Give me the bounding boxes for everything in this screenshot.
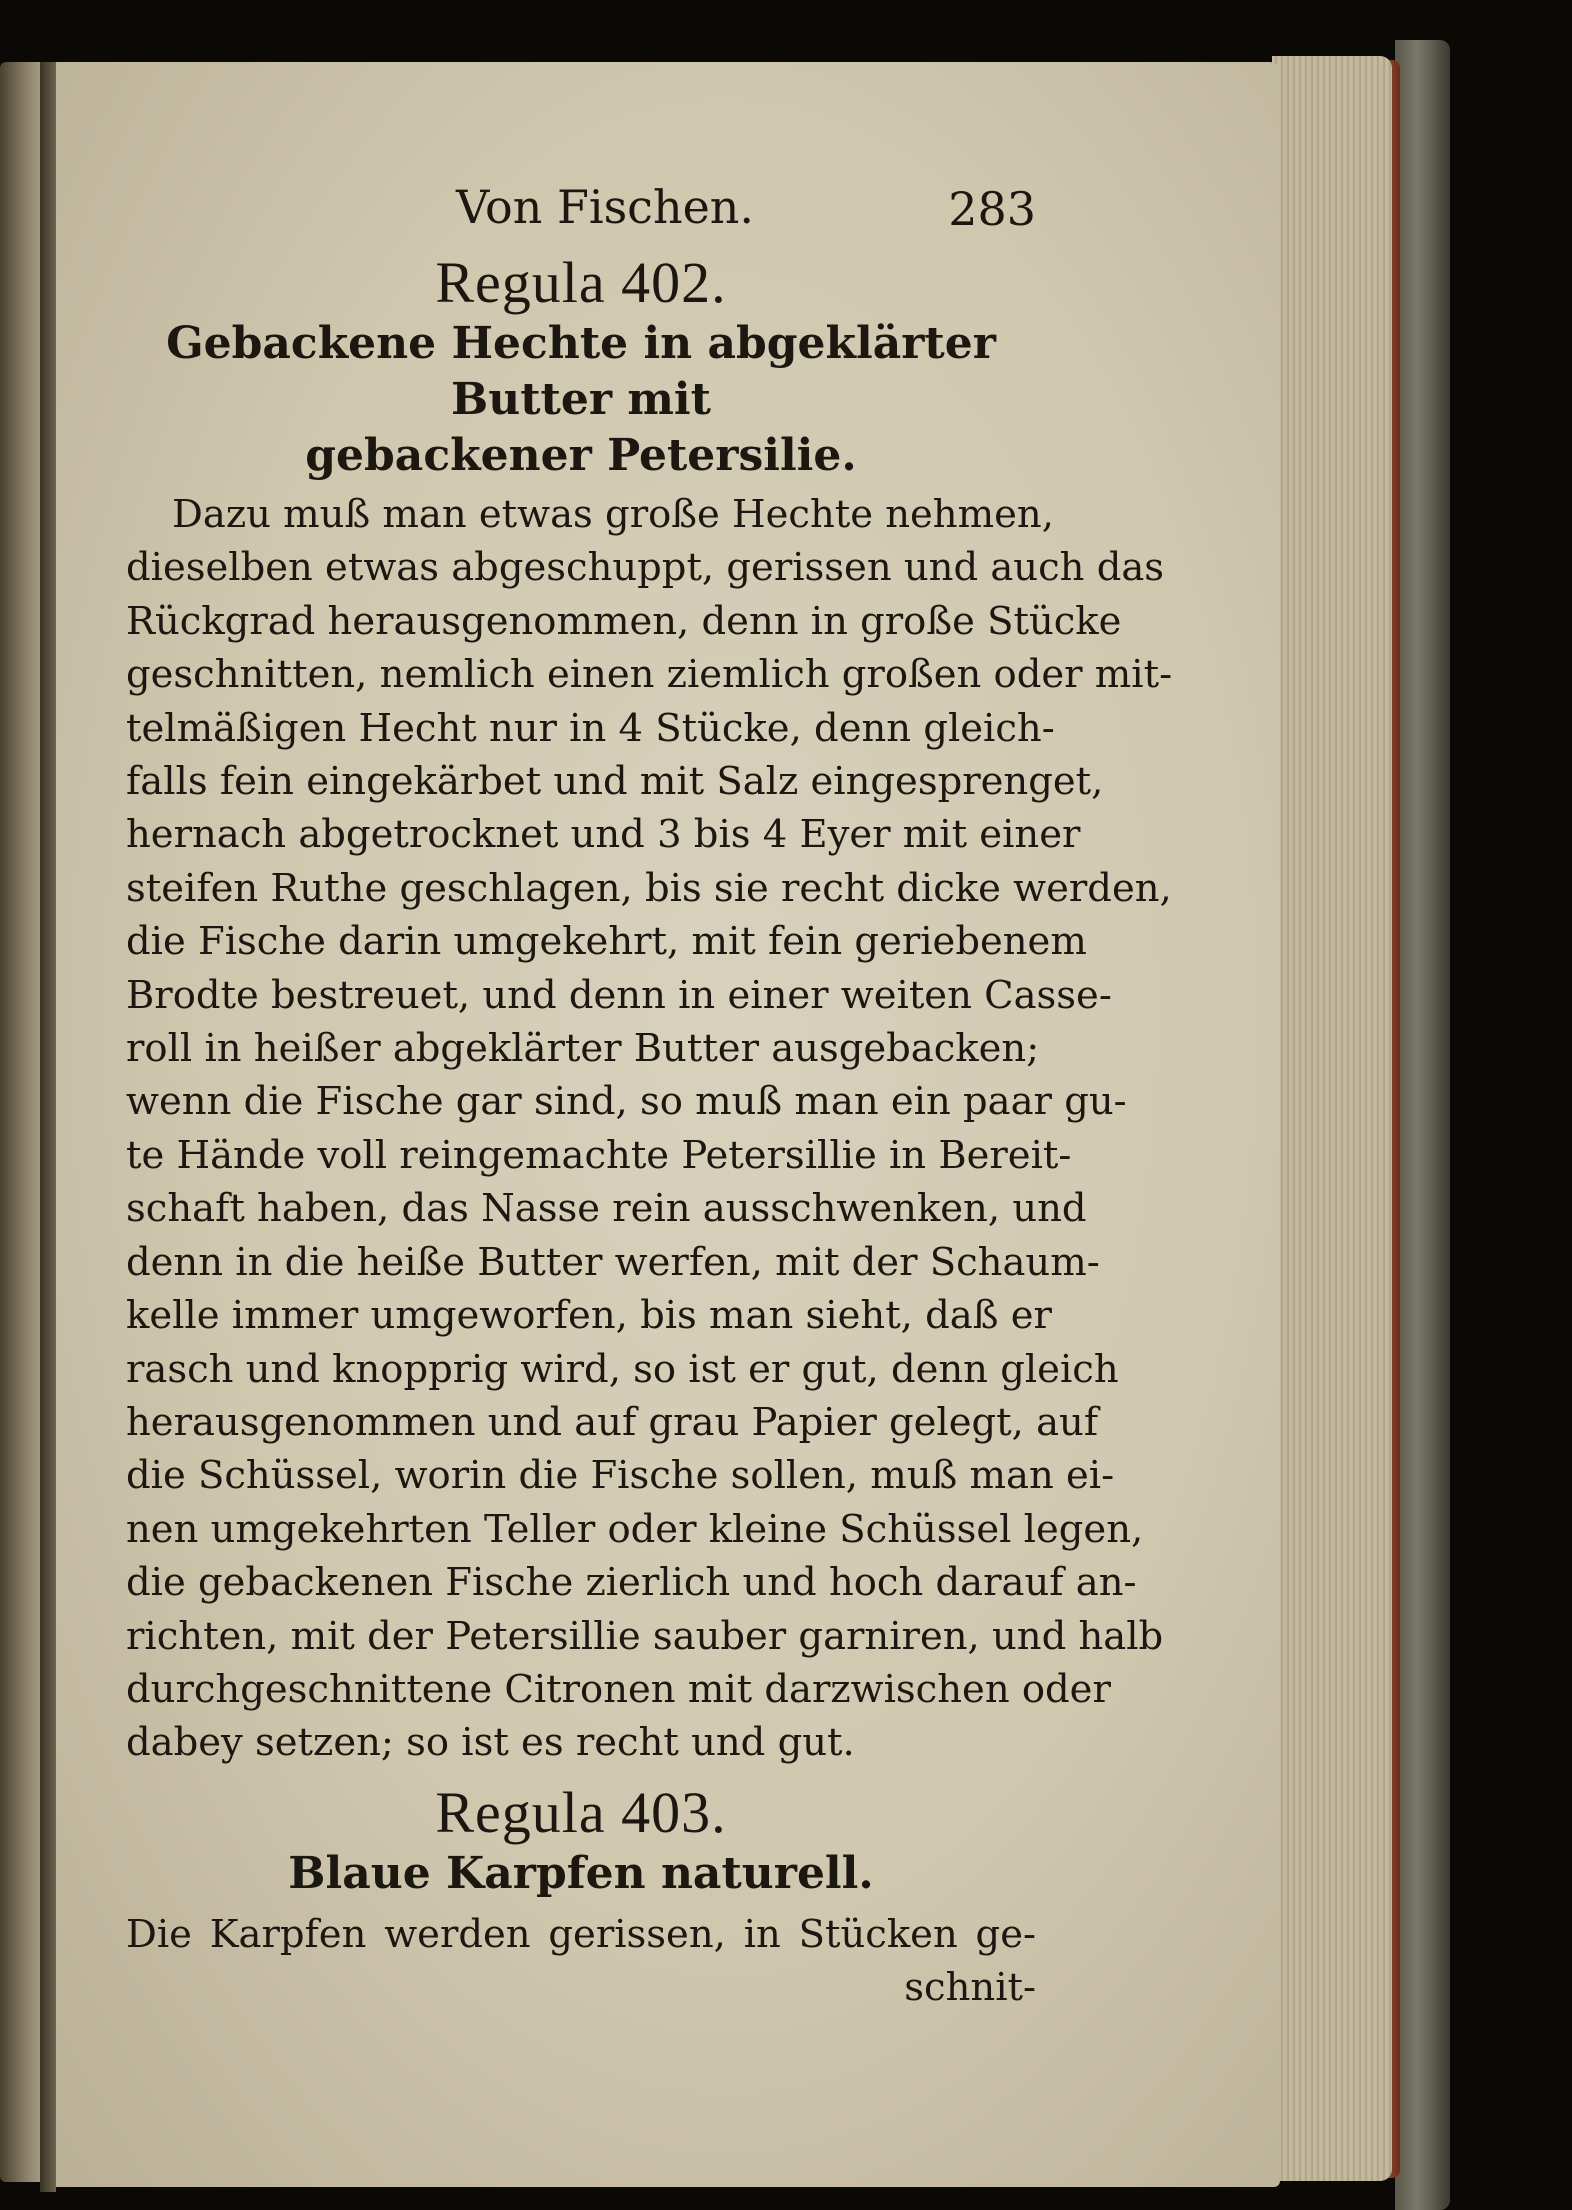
- recipe-heading-line: Blaue Karpfen naturell.: [288, 1847, 874, 1899]
- running-title: Von Fischen.: [456, 180, 755, 234]
- rule-number-402: Regula 402.: [435, 250, 727, 315]
- text-line: schaft haben, das Nasse rein ausschwenken, und: [126, 1186, 1087, 1232]
- text-line: Die Karpfen werden gerissen, in Stücken ge-: [126, 1911, 1036, 1957]
- text-line: die Schüssel, worin die Fische sollen, muß man ei-: [126, 1453, 1115, 1499]
- text-line: steifen Ruthe geschlagen, bis sie recht dicke werden,: [126, 865, 1172, 911]
- text-line: te Hände voll reingemachte Petersillie in Bereit-: [126, 1132, 1072, 1178]
- running-header: [126, 180, 1036, 250]
- recipe-402-body: [126, 488, 1173, 1770]
- text-line: falls fein eingekärbet und mit Salz eingesprenget,: [126, 759, 1104, 805]
- text-line: roll in heißer abgeklärter Butter ausgebacken;: [126, 1026, 1040, 1072]
- rule-number-403: Regula 403.: [435, 1779, 727, 1845]
- text-line: dabey setzen; so ist es recht und gut.: [126, 1720, 855, 1766]
- text-line: richten, mit der Petersillie sauber garniren, und halb: [126, 1613, 1164, 1659]
- text-line: denn in die heiße Butter werfen, mit der Schaum-: [126, 1239, 1100, 1285]
- text-line: Rückgrad herausgenommen, denn in große Stücke: [126, 598, 1122, 644]
- recipe-heading-line: Gebackene Hechte in abgeklärter Butter mit: [166, 318, 996, 425]
- text-line: herausgenommen und auf grau Papier gelegt, auf: [126, 1399, 1099, 1445]
- text-line: geschnitten, nemlich einen ziemlich großen oder mit-: [126, 652, 1173, 698]
- catchword: schnit-: [904, 1965, 1036, 2011]
- text-line: wenn die Fische gar sind, so muß man ein paar gu-: [126, 1079, 1127, 1125]
- text-line: Brodte bestreuet, und denn in einer weiten Casse-: [126, 972, 1112, 1018]
- text-line: kelle immer umgeworfen, bis man sieht, daß er: [126, 1293, 1052, 1339]
- page-text: [126, 180, 1173, 2015]
- text-line: nen umgekehrten Teller oder kleine Schüssel legen,: [126, 1506, 1144, 1552]
- recipe-403-body: [126, 1908, 1036, 2015]
- text-line: die Fische darin umgekehrt, mit fein geriebenem: [126, 919, 1087, 965]
- text-line: telmäßigen Hecht nur in 4 Stücke, denn gleich-: [126, 705, 1055, 751]
- text-line: rasch und knopprig wird, so ist er gut, denn gleich: [126, 1346, 1119, 1392]
- book-gutter: [40, 62, 56, 2192]
- page-number: 283: [948, 182, 1036, 236]
- recipe-heading-line: gebackener Petersilie.: [305, 430, 857, 481]
- text-line: durchgeschnittene Citronen mit darzwischen oder: [126, 1666, 1111, 1712]
- page-stack-edge: [1272, 56, 1392, 2181]
- book-cover-edge: [1395, 40, 1450, 2210]
- text-line: dieselben etwas abgeschuppt, gerissen und auch das: [126, 545, 1165, 591]
- text-line: hernach abgetrocknet und 3 bis 4 Eyer mit einer: [126, 812, 1081, 858]
- text-line: Dazu muß man etwas große Hechte nehmen,: [172, 492, 1054, 537]
- text-line: die gebackenen Fische zierlich und hoch darauf an-: [126, 1560, 1137, 1606]
